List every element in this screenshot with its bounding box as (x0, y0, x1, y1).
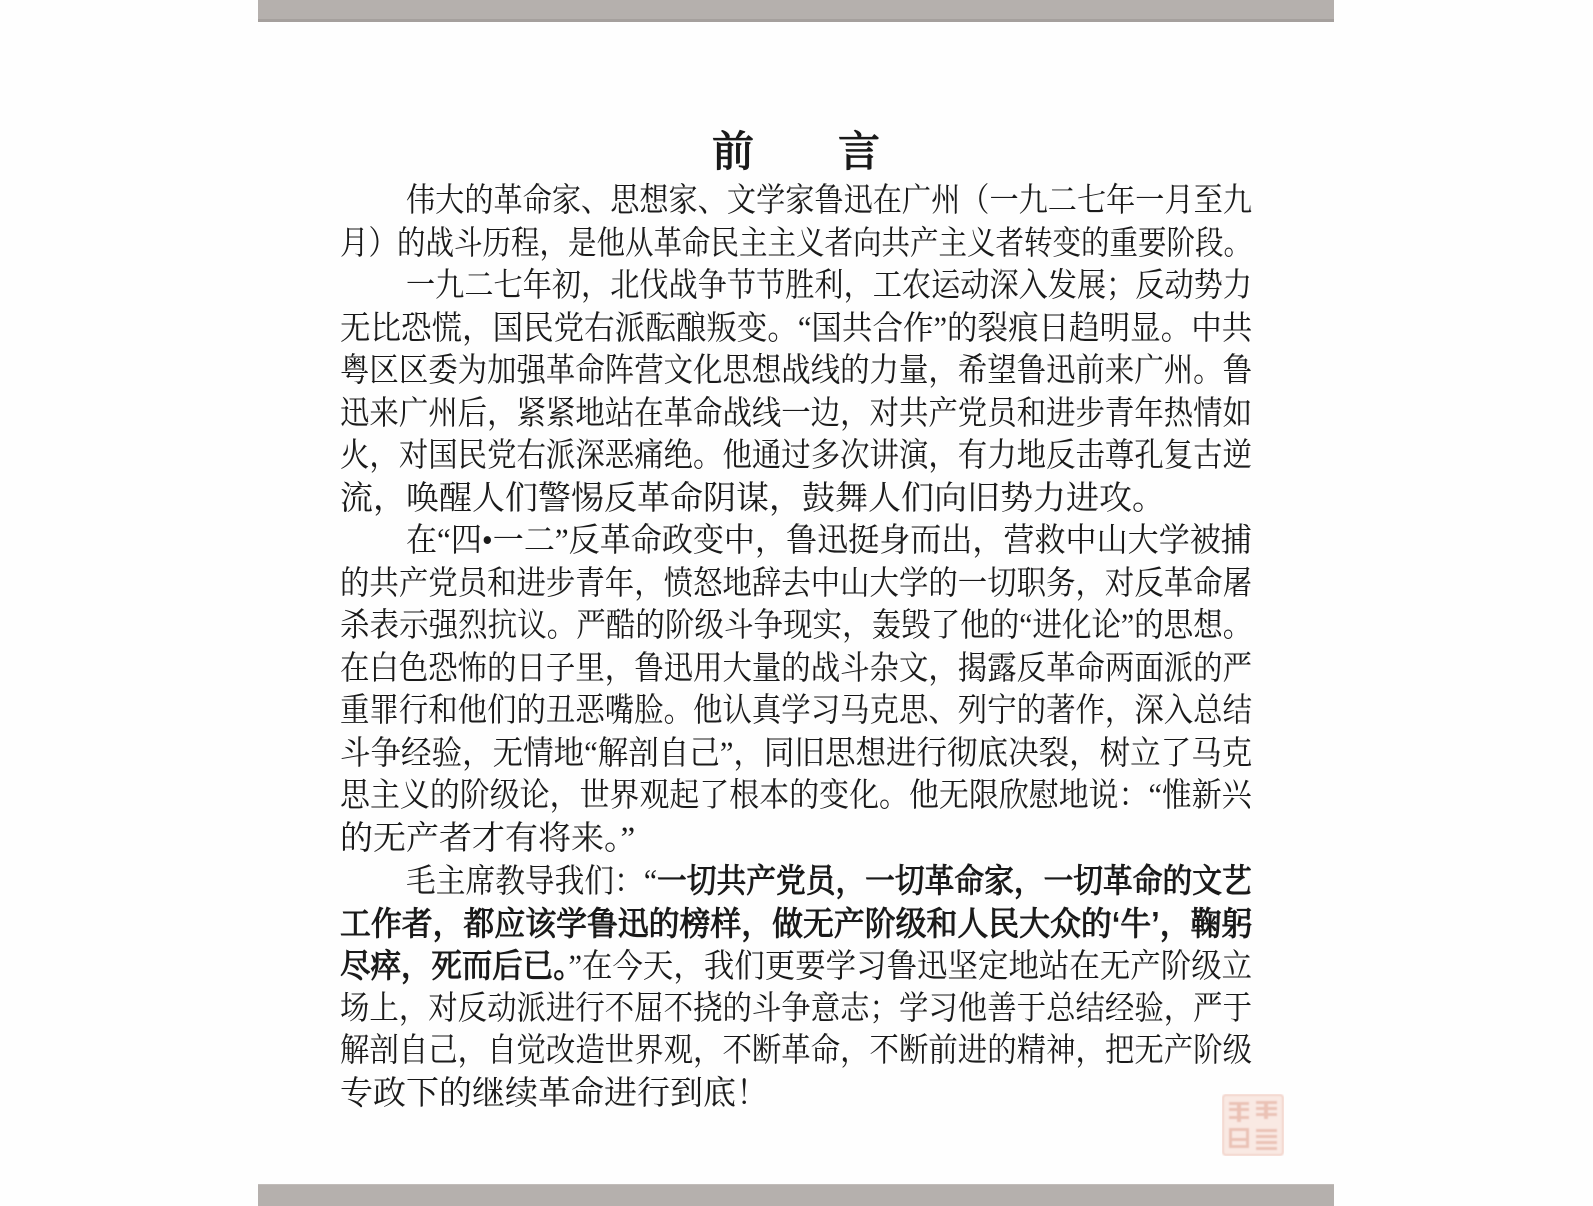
text-segment: 在“四•一二”反革命政变中，鲁迅挺身而出，营救中山大学被捕 (406, 523, 1252, 559)
text-line (340, 903, 1252, 946)
text-line (340, 945, 1252, 988)
text-line (340, 1073, 1252, 1116)
text-line (340, 393, 1252, 436)
text-line-content (340, 818, 635, 861)
scan-artifact-top-bar (258, 0, 1334, 22)
text-segment: 的无产者才有将来。” (340, 820, 636, 857)
text-line (340, 733, 1252, 776)
text-line-content (340, 690, 1252, 733)
text-segment: 毛主席教导我们：“ (406, 864, 658, 900)
page-title: 前 言 (711, 128, 880, 176)
text-line (340, 1030, 1252, 1073)
text-segment: 伟大的革命家、思想家、文学家鲁迅在广州（一九二七年一月至九 (406, 183, 1252, 219)
text-line-content (406, 265, 1252, 308)
text-line-content (340, 648, 1252, 691)
text-segment: 在白色恐怖的日子里，鲁迅用大量的战斗杂文，揭露反革命两面派的严 (340, 650, 1252, 687)
text-line (340, 563, 1252, 606)
text-line (340, 648, 1252, 691)
text-line-content (340, 435, 1252, 478)
text-line-content (406, 860, 1252, 904)
text-segment: 迅来广州后，紧紧地站在革命战线一边，对共产党员和进步青年热情如 (340, 395, 1252, 432)
text-line (340, 478, 1252, 521)
text-segment: 思主义的阶级论，世界观起了根本的变化。他无限欣慰地说：“惟新兴 (340, 778, 1252, 814)
text-line-content (340, 945, 1252, 989)
text-segment: 解剖自己，自觉改造世界观，不断革命，不断前进的精神，把无产阶级 (340, 1033, 1252, 1069)
text-segment: 重罪行和他们的丑恶嘴脸。他认真学习马克思、列宁的著作，深入总结 (340, 693, 1252, 729)
text-segment: 一九二七年初，北伐战争节节胜利，工农运动深入发展；反动势力 (406, 268, 1252, 304)
text-line (340, 775, 1252, 818)
text-line (340, 265, 1252, 308)
scan-artifact-bottom-bar (258, 1184, 1334, 1206)
text-line-content (340, 775, 1252, 818)
text-line-content (406, 180, 1252, 223)
text-line-content (340, 308, 1252, 351)
text-line (340, 223, 1252, 266)
text-line (340, 818, 1252, 861)
text-line (340, 860, 1252, 903)
text-line-content (340, 223, 1252, 266)
text-segment: 的共产党员和进步青年，愤怒地辞去中山大学的一切职务，对反革命屠 (340, 565, 1252, 602)
preface-body (340, 180, 1252, 1115)
text-segment: 月）的战斗历程，是他从革命民主主义者向共产主义者转变的重要阶段。 (340, 225, 1252, 262)
text-line (340, 180, 1252, 223)
text-line (340, 308, 1252, 351)
text-segment: 粤区区委为加强革命阵营文化思想战线的力量，希望鲁迅前来广州。鲁 (340, 353, 1252, 389)
text-line-content (340, 903, 1252, 947)
text-line (340, 605, 1252, 648)
text-line-content (340, 1030, 1252, 1073)
bold-quote-segment: 尽瘁，死而后已。 (340, 947, 569, 984)
text-line-content (340, 350, 1252, 393)
text-line-content (340, 563, 1252, 606)
text-line (340, 988, 1252, 1031)
text-segment: 专政下的继续革命进行到底！ (340, 1075, 769, 1112)
text-line-content (340, 733, 1252, 776)
text-line-content (340, 1073, 769, 1116)
text-line (340, 690, 1252, 733)
text-line (340, 520, 1252, 563)
text-line (340, 435, 1252, 478)
bold-quote-segment: 工作者，都应该学鲁迅的榜样，做无产阶级和人民大众的‘牛’，鞠躬 (340, 904, 1253, 942)
text-line-content (340, 988, 1252, 1031)
text-segment: 无比恐慌，国民党右派酝酿叛变。“国共合作”的裂痕日趋明显。中共 (340, 310, 1253, 347)
text-line-content (340, 393, 1252, 436)
text-line (340, 350, 1252, 393)
text-segment: 杀表示强烈抗议。严酷的阶级斗争现实，轰毁了他的“进化论”的思想。 (340, 608, 1253, 644)
text-segment: 火，对国民党右派深恶痛绝。他通过多次讲演，有力地反击尊孔复古逆 (340, 438, 1252, 474)
text-line-content (406, 520, 1252, 563)
text-line-content (340, 478, 1165, 521)
bold-quote-segment: 一切共产党员，一切革命家，一切革命的文艺 (657, 862, 1252, 899)
red-seal-stamp-icon (1222, 1094, 1284, 1156)
text-segment: 斗争经验，无情地“解剖自己”，同旧思想进行彻底决裂，树立了马克 (340, 735, 1253, 772)
text-line-content (340, 605, 1252, 648)
text-segment: 流，唤醒人们警惕反革命阴谋，鼓舞人们向旧势力进攻。 (340, 480, 1165, 517)
text-segment: 场上，对反动派进行不屈不挠的斗争意志；学习他善于总结经验，严于 (340, 990, 1252, 1027)
text-segment: ”在今天，我们更要学习鲁迅坚定地站在无产阶级立 (568, 949, 1253, 985)
